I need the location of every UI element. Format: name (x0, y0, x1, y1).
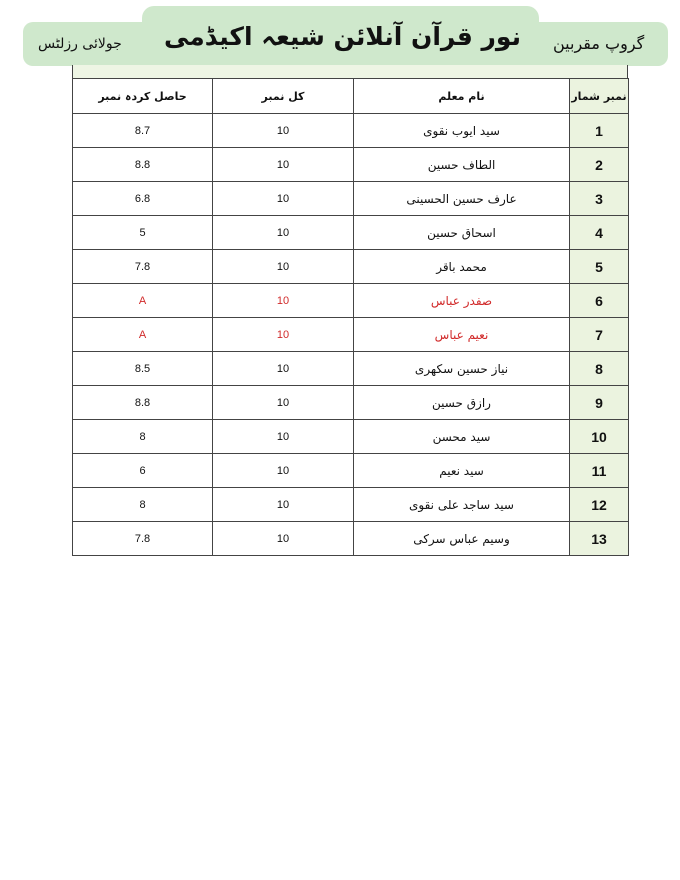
cell-total: 10 (213, 216, 354, 250)
cell-name: اسحاق حسین (354, 216, 570, 250)
cell-total: 10 (213, 318, 354, 352)
cell-name: عارف حسین الحسینی (354, 182, 570, 216)
table-row (73, 420, 629, 454)
cell-serial: 5 (570, 250, 629, 284)
cell-serial: 9 (570, 386, 629, 420)
cell-total: 10 (213, 420, 354, 454)
cell-serial: 12 (570, 488, 629, 522)
table-row (73, 522, 629, 556)
cell-obtained: 8.8 (73, 386, 213, 420)
cell-serial: 1 (570, 114, 629, 148)
cell-total: 10 (213, 114, 354, 148)
cell-name: وسیم عباس سرکی (354, 522, 570, 556)
table-row (73, 250, 629, 284)
cell-name: سید نعیم (354, 454, 570, 488)
cell-obtained: 8.5 (73, 352, 213, 386)
column-header-obtained: حاصل کردہ نمبر (73, 79, 213, 114)
cell-obtained: 8.8 (73, 148, 213, 182)
cell-obtained: A (73, 284, 213, 318)
cell-serial: 11 (570, 454, 629, 488)
cell-total: 10 (213, 284, 354, 318)
cell-serial: 7 (570, 318, 629, 352)
page-title: نور قرآن آنلائن شیعہ اکیڈمی (164, 22, 521, 51)
table-row (73, 352, 629, 386)
table-row (73, 386, 629, 420)
cell-serial: 6 (570, 284, 629, 318)
cell-name: رازق حسین (354, 386, 570, 420)
cell-total: 10 (213, 522, 354, 556)
cell-obtained: 8 (73, 488, 213, 522)
cell-obtained: 6.8 (73, 182, 213, 216)
cell-name: سید ایوب نقوی (354, 114, 570, 148)
cell-name: سید ساجد علی نقوی (354, 488, 570, 522)
cell-obtained: 7.8 (73, 522, 213, 556)
table-row (73, 182, 629, 216)
cell-serial: 10 (570, 420, 629, 454)
table-body (73, 114, 629, 556)
cell-serial: 3 (570, 182, 629, 216)
cell-total: 10 (213, 386, 354, 420)
table-row (73, 488, 629, 522)
cell-name: الطاف حسین (354, 148, 570, 182)
cell-name: محمد باقر (354, 250, 570, 284)
table-row (73, 114, 629, 148)
table-top-strip (72, 65, 628, 78)
cell-total: 10 (213, 488, 354, 522)
cell-total: 10 (213, 454, 354, 488)
cell-obtained: 5 (73, 216, 213, 250)
table-row (73, 318, 629, 352)
column-header-total: کل نمبر (213, 79, 354, 114)
results-table-container (72, 65, 628, 556)
cell-obtained: A (73, 318, 213, 352)
cell-name: نیاز حسین سکھری (354, 352, 570, 386)
cell-obtained: 7.8 (73, 250, 213, 284)
cell-total: 10 (213, 148, 354, 182)
cell-name: سید محسن (354, 420, 570, 454)
table-row (73, 148, 629, 182)
cell-name: نعیم عباس (354, 318, 570, 352)
cell-serial: 13 (570, 522, 629, 556)
cell-total: 10 (213, 250, 354, 284)
table-header-row (73, 79, 629, 114)
column-header-name: نام معلم (354, 79, 570, 114)
cell-total: 10 (213, 182, 354, 216)
table-row (73, 216, 629, 250)
table-row (73, 284, 629, 318)
cell-obtained: 6 (73, 454, 213, 488)
cell-obtained: 8 (73, 420, 213, 454)
cell-obtained: 8.7 (73, 114, 213, 148)
cell-serial: 8 (570, 352, 629, 386)
cell-serial: 2 (570, 148, 629, 182)
cell-total: 10 (213, 352, 354, 386)
results-table (72, 78, 629, 556)
cell-serial: 4 (570, 216, 629, 250)
month-results-label: جولائی رزلٹس (38, 36, 122, 52)
table-row (73, 454, 629, 488)
column-header-serial: نمبر شمار (570, 79, 629, 114)
cell-name: صفدر عباس (354, 284, 570, 318)
group-label: گروپ مقربین (553, 34, 645, 53)
